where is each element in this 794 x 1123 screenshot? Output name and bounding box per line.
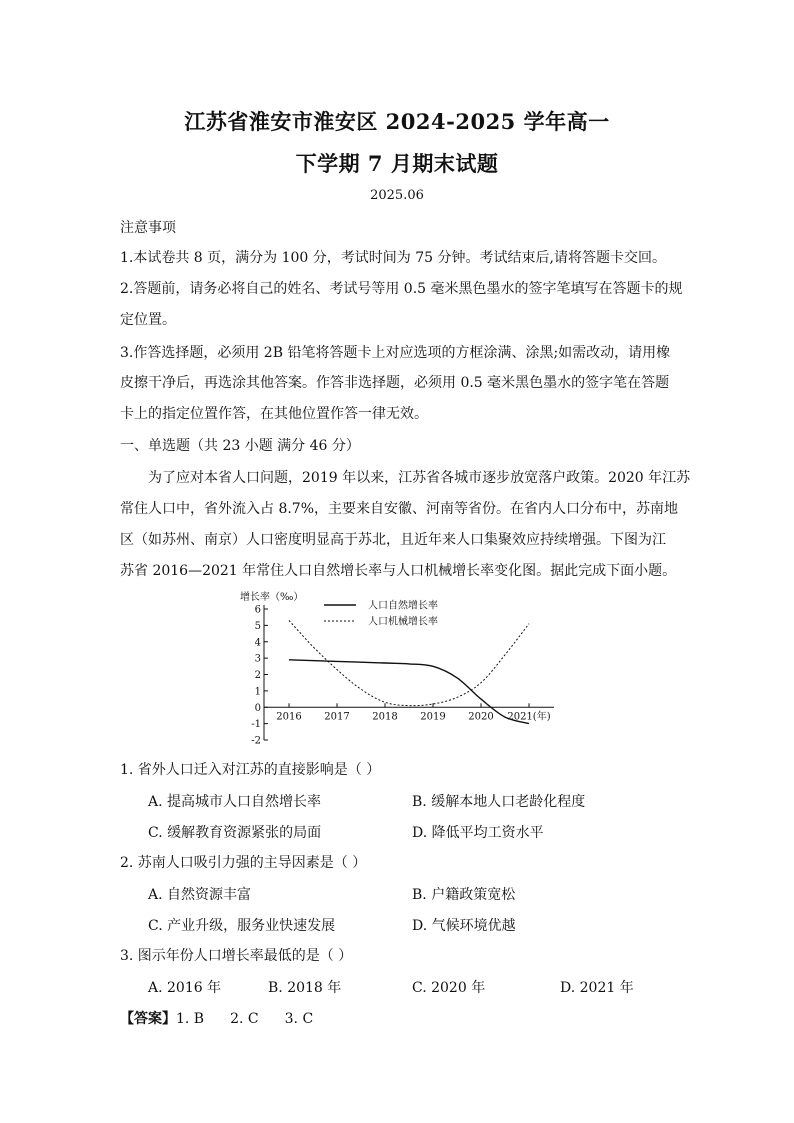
question-2-option-a[interactable]: A. 自然资源丰富 [148,887,252,903]
y-tick-label: 6 [254,604,261,616]
x-tick-label: 2018 [372,711,398,723]
y-tick-label: 1 [254,686,261,698]
section-heading: 一、单选题（共 23 小题 满分 46 分） [120,438,360,454]
series-line-2 [289,621,529,706]
legend-label-1: 人口自然增长率 [368,600,438,612]
notice-item-3-line2: 皮擦干净后，再选涂其他答案。作答非选择题，必须用 0.5 毫米黑色墨水的签字笔在答题 [120,375,670,391]
legend-label-2: 人口机械增长率 [368,616,438,628]
question-3-option-d[interactable]: D. 2021 年 [560,980,634,996]
x-tick-label: 2017 [324,711,350,723]
notice-item-3-line1: 3.作答选择题，必须用 2B 铅笔将答题卡上对应选项的方框涂满、涂黑;如需改动，请用橡 [120,345,671,361]
notice-item-3-line3: 卡上的指定位置作答，在其他位置作答一律无效。 [120,406,428,422]
x-tick-label: 2020 [468,711,494,723]
question-2-stem: 2. 苏南人口吸引力强的主导因素是（ ） [120,855,367,871]
question-1-option-d[interactable]: D. 降低平均工资水平 [412,825,544,841]
question-3-option-a[interactable]: A. 2016 年 [148,980,222,996]
answer-label: 【答案】 [120,1011,176,1027]
exam-date: 2025.06 [370,188,424,203]
passage-line-2: 常住人口中，省外流入占 8.7%，主要来自安徽、河南等省份。在省内人口分布中，苏南地 [120,501,679,517]
y-tick-label: -2 [251,735,261,747]
notice-heading: 注意事项 [120,220,176,236]
question-2-option-b[interactable]: B. 户籍政策宽松 [412,887,516,903]
y-tick-label: 0 [254,702,261,714]
y-tick-label: 5 [254,620,261,632]
question-1-option-a[interactable]: A. 提高城市人口自然增长率 [148,794,322,810]
answer-1: 1. B [176,1011,205,1027]
notice-item-2-line2: 定位置。 [120,312,176,328]
y-tick-label: 3 [254,653,261,665]
passage-line-3: 区（如苏州、南京）人口密度明显高于苏北，且近年来人口集聚效应持续增强。下图为江 [120,532,666,548]
answer-2: 2. C [230,1011,259,1027]
page-subtitle: 下学期 7 月期末试题 [295,151,499,176]
answer-3: 3. C [284,1011,314,1027]
x-tick-label: 2019 [420,711,446,723]
growth-rate-chart [228,588,568,748]
notice-item-1: 1.本试卷共 8 页，满分为 100 分，考试时间为 75 分钟。考试结束后,请将答题卡交回。 [120,250,666,266]
notice-item-2-line1: 2.答题前，请务必将自己的姓名、考试号等用 0.5 毫米黑色墨水的签字笔填写在答题卡的规 [120,281,683,297]
question-1-stem: 1. 省外人口迁入对江苏的直接影响是（ ） [120,762,381,778]
y-tick-label: -1 [251,719,261,731]
x-tick-label: 2016 [276,711,302,723]
question-3-stem: 3. 图示年份人口增长率最低的是（ ） [120,948,353,964]
passage-line-1: 为了应对本省人口问题，2019 年以来，江苏省各城市逐步放宽落户政策。2020 年江苏 [148,470,691,486]
question-3-option-c[interactable]: C. 2020 年 [412,980,486,996]
question-3-option-b[interactable]: B. 2018 年 [268,980,342,996]
y-axis-label: 增长率（‰） [240,592,304,603]
question-1-option-b[interactable]: B. 缓解本地人口老龄化程度 [412,794,586,810]
passage-line-4: 苏省 2016—2021 年常住人口自然增长率与人口机械增长率变化图。据此完成下面小题。 [120,563,677,579]
page-title: 江苏省淮安市淮安区 2024-2025 学年高一 [184,109,610,134]
x-tick-label: 2021(年) [507,711,551,723]
question-2-option-c[interactable]: C. 产业升级，服务业快速发展 [148,918,336,934]
y-tick-label: 4 [254,637,261,649]
question-2-option-d[interactable]: D. 气候环境优越 [412,918,516,934]
question-1-option-c[interactable]: C. 缓解教育资源紧张的局面 [148,825,322,841]
answer-line [120,1008,313,1028]
y-tick-label: 2 [254,670,261,681]
